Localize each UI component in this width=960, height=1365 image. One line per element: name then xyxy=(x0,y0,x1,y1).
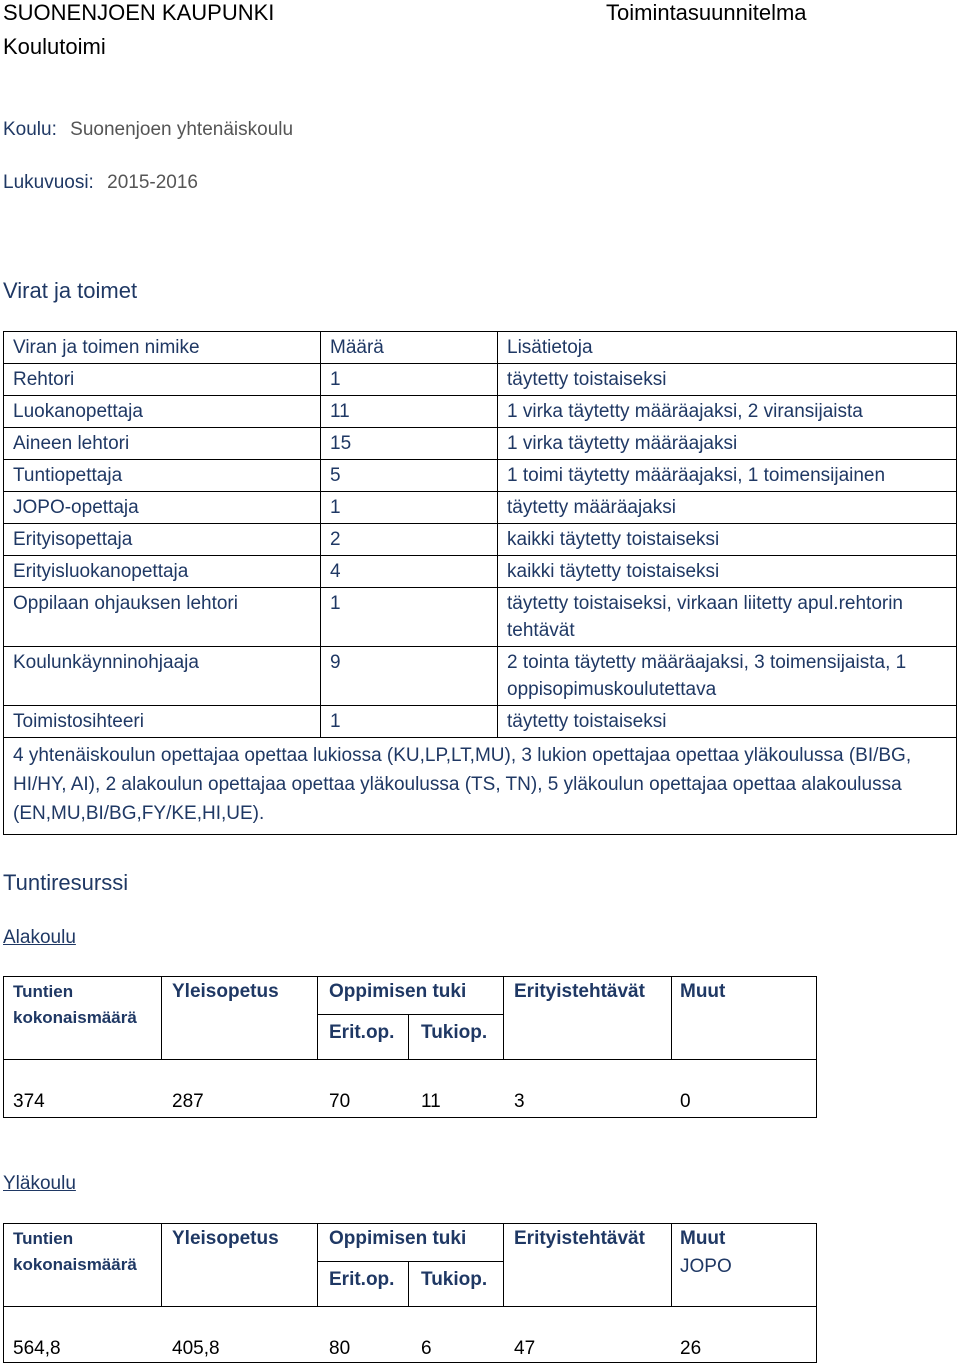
cell-title: Tuntiopettaja xyxy=(4,460,321,492)
header-muut-jopo: JOPO xyxy=(680,1256,732,1277)
column-header-info: Lisätietoja xyxy=(498,332,957,364)
value-total: 374 xyxy=(13,1091,45,1112)
school-label: Koulu: xyxy=(3,119,57,140)
city-name: SUONENJOEN KAUPUNKI xyxy=(3,0,275,25)
department-name: Koulutoimi xyxy=(3,34,106,59)
cell-title: Toimistosihteeri xyxy=(4,706,321,738)
cell-info: 1 toimi täytetty määräajaksi, 1 toimensijainen xyxy=(498,460,957,492)
cell-count: 4 xyxy=(321,556,498,588)
cell-info: 1 virka täytetty määräajaksi, 2 viransijaista xyxy=(498,396,957,428)
column-header-count: Määrä xyxy=(321,332,498,364)
header-tuki-op: Tukiop. xyxy=(421,1022,488,1043)
table-row xyxy=(4,706,957,738)
cell-count: 1 xyxy=(321,588,498,647)
table-row xyxy=(4,364,957,396)
value-tuki-op: 6 xyxy=(421,1338,432,1359)
year-value: 2015-2016 xyxy=(107,172,198,193)
table-row xyxy=(4,428,957,460)
subheading-alakoulu: Alakoulu xyxy=(3,927,76,948)
cell-title: Koulunkäynninohjaaja xyxy=(4,647,321,706)
cell-count: 11 xyxy=(321,396,498,428)
value-erit-op: 70 xyxy=(329,1091,351,1112)
cell-count: 15 xyxy=(321,428,498,460)
table-row xyxy=(4,460,957,492)
alakoulu-resource-table xyxy=(3,976,817,1118)
value-yleisopetus: 405,8 xyxy=(172,1338,220,1359)
subheading-ylakoulu: Yläkoulu xyxy=(3,1173,76,1194)
cell-title: JOPO-opettaja xyxy=(4,492,321,524)
value-tuki-op: 11 xyxy=(421,1091,441,1112)
header-erityistehtavat: Erityistehtävät xyxy=(514,1228,645,1249)
cell-title: Rehtori xyxy=(4,364,321,396)
header-erit-op: Erit.op. xyxy=(329,1269,395,1290)
section-heading-tuntiresurssi: Tuntiresurssi xyxy=(3,870,129,895)
header-oppimisen-tuki: Oppimisen tuki xyxy=(329,981,467,1002)
value-yleisopetus: 287 xyxy=(172,1091,204,1112)
cell-title: Luokanopettaja xyxy=(4,396,321,428)
virat-note-row xyxy=(4,738,957,835)
cell-info: täytetty toistaiseksi xyxy=(498,706,957,738)
cell-info: täytetty määräajaksi xyxy=(498,492,957,524)
cell-info: täytetty toistaiseksi xyxy=(498,364,957,396)
value-muut: 0 xyxy=(680,1091,691,1112)
school-line xyxy=(3,119,293,141)
section-heading-virat: Virat ja toimet xyxy=(3,278,138,303)
virat-header-row xyxy=(4,332,957,364)
table-row xyxy=(4,492,957,524)
value-erit-op: 80 xyxy=(329,1338,351,1359)
column-header-title: Viran ja toimen nimike xyxy=(4,332,321,364)
virat-note: 4 yhtenäiskoulun opettajaa opettaa lukiossa (KU,LP,LT,MU), 3 lukion opettajaa opettaa yläkoulussa (BI/BG, HI/HY, AI), 2 alakoulun opettajaa opettaa yläkoulussa (TS, TN), 5 yläkoulun opettajaa opettaa alakoulussa (EN,MU,BI/BG,FY/KE,HI,UE). xyxy=(4,738,957,835)
header-oppimisen-tuki: Oppimisen tuki xyxy=(329,1228,467,1249)
document-title: Toimintasuunnitelma xyxy=(606,0,807,25)
header-yleisopetus: Yleisopetus xyxy=(172,981,279,1002)
value-erityistehtavat: 3 xyxy=(514,1091,525,1112)
cell-title: Erityisopettaja xyxy=(4,524,321,556)
cell-count: 1 xyxy=(321,364,498,396)
cell-count: 1 xyxy=(321,706,498,738)
header-muut: Muut xyxy=(680,981,726,1002)
cell-count: 9 xyxy=(321,647,498,706)
header-total-line2: kokonaismäärä xyxy=(13,1008,137,1027)
cell-count: 1 xyxy=(321,492,498,524)
header-total-line2: kokonaismäärä xyxy=(13,1255,137,1274)
school-value: Suonenjoen yhtenäiskoulu xyxy=(70,119,294,140)
cell-info: 1 virka täytetty määräajaksi xyxy=(498,428,957,460)
year-label: Lukuvuosi: xyxy=(3,172,94,193)
table-row xyxy=(4,556,957,588)
header-erityistehtavat: Erityistehtävät xyxy=(514,981,645,1002)
table-row xyxy=(4,647,957,706)
table-row xyxy=(4,396,957,428)
header-yleisopetus: Yleisopetus xyxy=(172,1228,279,1249)
value-erityistehtavat: 47 xyxy=(514,1338,536,1359)
cell-title: Aineen lehtori xyxy=(4,428,321,460)
cell-info: täytetty toistaiseksi, virkaan liitetty apul.rehtorin tehtävät xyxy=(498,588,957,647)
year-line xyxy=(3,172,198,194)
table-row xyxy=(4,524,957,556)
cell-title: Oppilaan ohjauksen lehtori xyxy=(4,588,321,647)
cell-title: Erityisluokanopettaja xyxy=(4,556,321,588)
cell-info: kaikki täytetty toistaiseksi xyxy=(498,556,957,588)
header-total-line1: Tuntien xyxy=(13,982,74,1001)
header-erit-op: Erit.op. xyxy=(329,1022,395,1043)
virat-table xyxy=(3,331,957,835)
value-total: 564,8 xyxy=(13,1338,61,1359)
header-total-line1: Tuntien xyxy=(13,1229,74,1248)
header-tuki-op: Tukiop. xyxy=(421,1269,488,1290)
table-row xyxy=(4,588,957,647)
header-muut: Muut xyxy=(680,1228,726,1249)
cell-info: kaikki täytetty toistaiseksi xyxy=(498,524,957,556)
cell-count: 5 xyxy=(321,460,498,492)
value-muut: 26 xyxy=(680,1338,702,1359)
cell-info: 2 tointa täytetty määräajaksi, 3 toimensijaista, 1 oppisopimuskoulutettava xyxy=(498,647,957,706)
cell-count: 2 xyxy=(321,524,498,556)
ylakoulu-resource-table xyxy=(3,1223,817,1363)
